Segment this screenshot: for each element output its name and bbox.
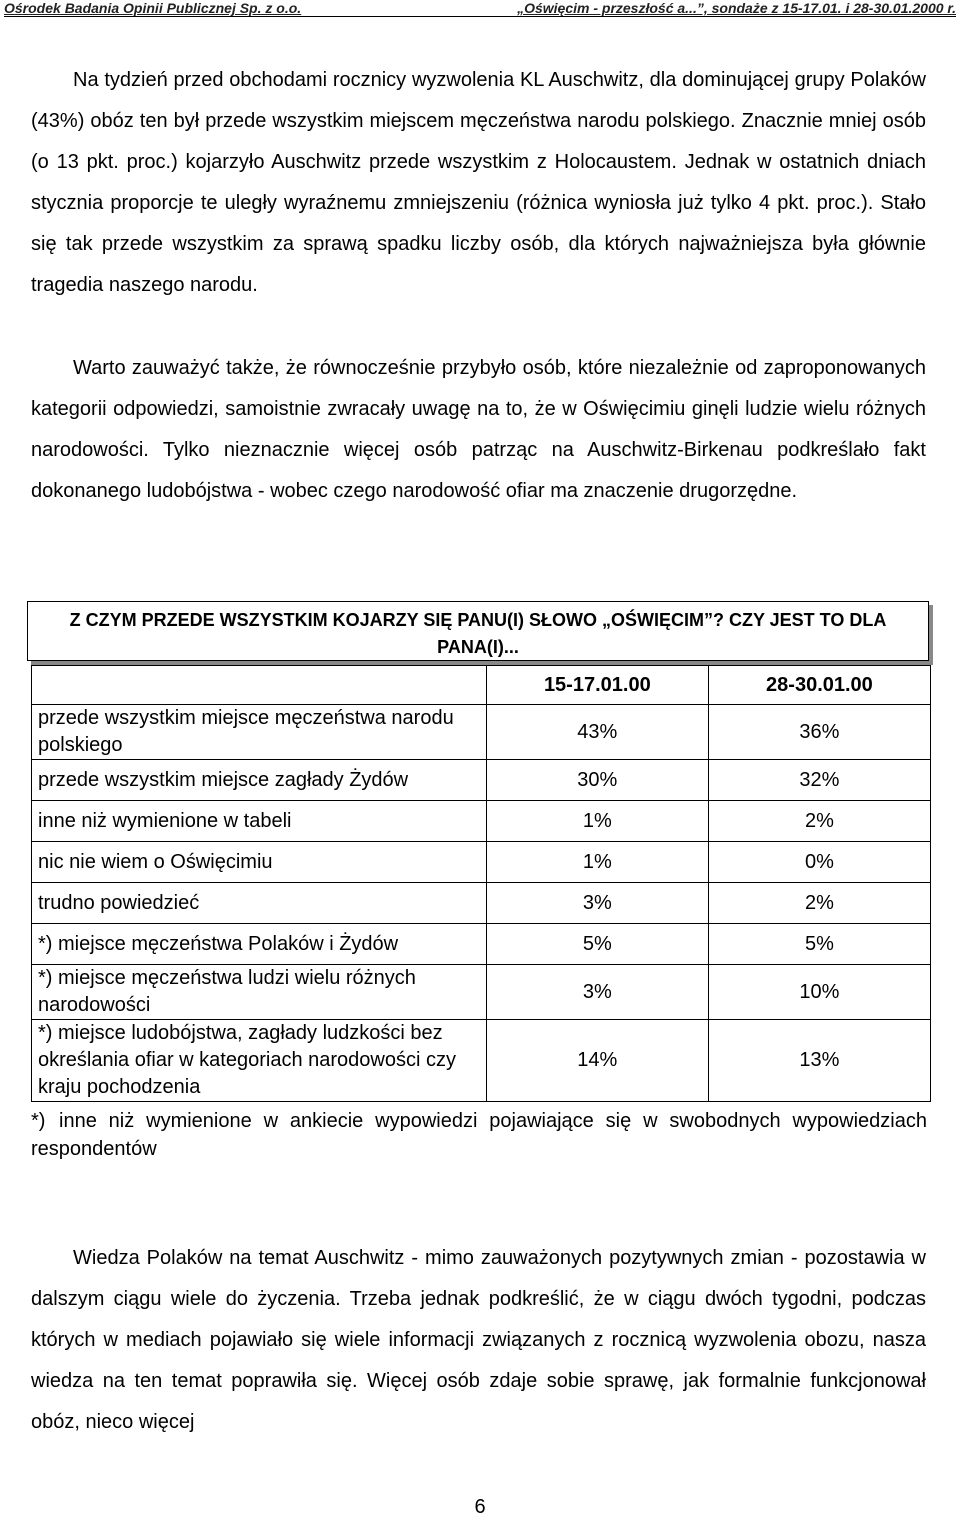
paragraph-intro: Na tydzień przed obchodami rocznicy wyzwolenia KL Auschwitz, dla dominującej grupy Polaków (43%) obóz ten był przede wszystkim miejscem męczeństwa narodu polskiego. Znacznie mniej osób (o 13 pkt. proc.) kojarzyło Auschwitz przede wszystkim z Holocaustem. Jednak w ostatnich dniach stycznia proporcje te uległy wyraźnemu zmniejszeniu (różnica wyniosła już tylko 4 pkt. proc.). Stało się tak przede wszystkim za sprawą spadku liczby osób, dla których najważniejsza była głównie tragedia naszego narodu. — [31, 69, 926, 296]
table-header-row — [32, 666, 931, 705]
table-row — [32, 760, 931, 801]
table-row — [32, 924, 931, 965]
row-label: nic nie wiem o Oświęcimiu — [32, 842, 487, 883]
row-label: *) miejsce męczeństwa Polaków i Żydów — [32, 924, 487, 965]
header-report-title: „Oświęcim - przeszłość a...”, sondaże z 15-17.01. i 28-30.01.2000 r. — [517, 0, 956, 16]
value-survey-2: 5% — [708, 924, 930, 965]
paragraph-observation: Warto zauważyć także, że równocześnie przybyło osób, które niezależnie od zaproponowanych kategorii odpowiedzi, samoistnie zwracały uwagę na to, że w Oświęcimiu ginęli ludzie wielu różnych narodowości. Tylko nieznacznie więcej osób patrząc na Auschwitz-Birkenau podkreślało fakt dokonanego ludobójstwa - wobec czego narodowość ofiar ma znaczenie drugorzędne. — [31, 357, 926, 502]
value-survey-2: 10% — [708, 965, 930, 1020]
value-survey-1: 1% — [486, 842, 708, 883]
row-label: inne niż wymienione w tabeli — [32, 801, 487, 842]
table-row — [32, 842, 931, 883]
column-header-1: 15-17.01.00 — [486, 666, 708, 705]
results-table — [31, 665, 931, 1102]
row-label: *) miejsce męczeństwa ludzi wielu różnych narodowości — [32, 965, 487, 1020]
footnote-text: inne niż wymienione w ankiecie wypowiedzi pojawiające się w swobodnych wypowiedziach respondentów — [31, 1110, 927, 1160]
row-label: *) miejsce ludobójstwa, zagłady ludzkości bez określania ofiar w kategoriach narodowości czy kraju pochodzenia — [32, 1020, 487, 1102]
header-publisher: Ośrodek Badania Opinii Publicznej Sp. z o.o. — [4, 0, 302, 16]
survey-question: Z CZYM PRZEDE WSZYSTKIM KOJARZY SIĘ PANU(I) SŁOWO „OŚWIĘCIM”? CZY JEST TO DLA PANA(I)... — [69, 610, 887, 657]
table-row — [32, 883, 931, 924]
table-row — [32, 801, 931, 842]
value-survey-2: 2% — [708, 801, 930, 842]
column-header-2: 28-30.01.00 — [708, 666, 930, 705]
page-number: 6 — [474, 1496, 486, 1518]
value-survey-2: 32% — [708, 760, 930, 801]
value-survey-2: 36% — [708, 705, 930, 760]
running-header — [4, 0, 956, 17]
value-survey-1: 3% — [486, 965, 708, 1020]
row-label: przede wszystkim miejsce męczeństwa narodu polskiego — [32, 705, 487, 760]
value-survey-1: 5% — [486, 924, 708, 965]
table-row — [32, 705, 931, 760]
survey-question-box — [27, 601, 929, 661]
table-row — [32, 965, 931, 1020]
value-survey-2: 13% — [708, 1020, 930, 1102]
table-footnote — [31, 1107, 927, 1163]
value-survey-1: 14% — [486, 1020, 708, 1102]
value-survey-1: 3% — [486, 883, 708, 924]
footnote-marker: *) — [31, 1110, 46, 1132]
table-row — [32, 1020, 931, 1102]
value-survey-1: 30% — [486, 760, 708, 801]
value-survey-2: 0% — [708, 842, 930, 883]
value-survey-1: 1% — [486, 801, 708, 842]
row-label: przede wszystkim miejsce zagłady Żydów — [32, 760, 487, 801]
value-survey-2: 2% — [708, 883, 930, 924]
row-label: trudno powiedzieć — [32, 883, 487, 924]
value-survey-1: 43% — [486, 705, 708, 760]
paragraph-knowledge: Wiedza Polaków na temat Auschwitz - mimo zauważonych pozytywnych zmian - pozostawia w dalszym ciągu wiele do życzenia. Trzeba jednak podkreślić, że w ciągu dwóch tygodni, podczas których w mediach pojawiało się wiele informacji związanych z rocznicą wyzwolenia obozu, nasza wiedza na ten temat poprawiła się. Więcej osób zdaje sobie sprawę, jak formalnie funkcjonował obóz, nieco więcej — [31, 1247, 926, 1433]
table-header-blank — [32, 666, 487, 705]
